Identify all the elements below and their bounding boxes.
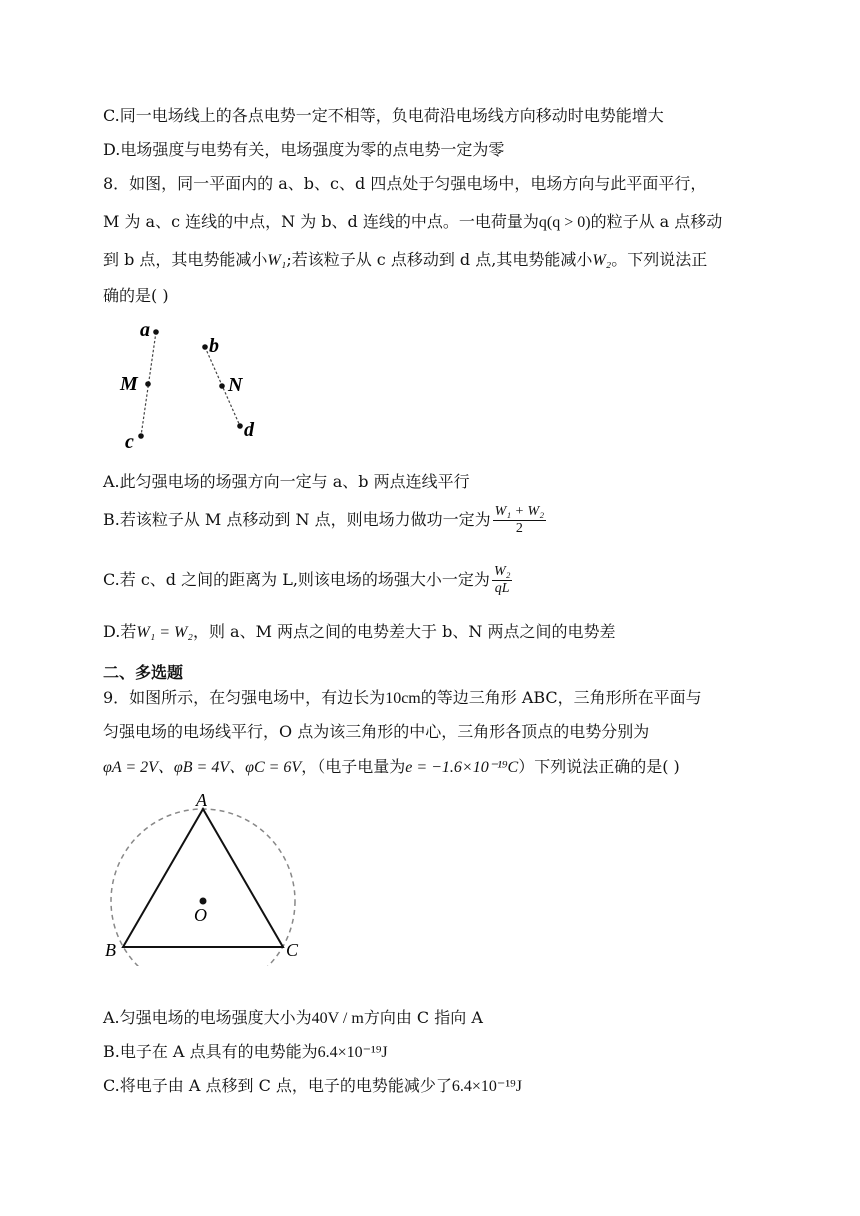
- q8-figure: [110, 318, 270, 450]
- q8-option-d-text-b: ，则 a、M 两点之间的电势差大于 b、N 两点之间的电势差: [192, 622, 616, 641]
- q8-point-n: [219, 383, 225, 389]
- q8-option-b: [103, 504, 546, 537]
- q9-triangle-abc: [123, 809, 283, 947]
- q8-stem-line3-text-a: 到 b 点，其电势能减小: [103, 250, 268, 269]
- q9-option-a-text-a: A.匀强电场的电场强度大小为: [103, 1008, 312, 1027]
- q8-option-b-numerator: W₁ + W₂: [494, 504, 545, 519]
- q9-stem-line1-text-a: 9．如图所示，在匀强电场中，有边长为: [103, 688, 386, 707]
- q8-option-b-text: B.若该粒子从 M 点移动到 N 点，则电场力做功一定为: [103, 510, 491, 529]
- q9-option-a-value: 40V / m: [311, 1010, 364, 1027]
- q8-option-b-denominator: 2: [515, 521, 523, 536]
- q9-option-b-value: 6.4×10⁻¹⁹J: [317, 1044, 388, 1061]
- q9-option-a: [103, 1008, 483, 1029]
- q8-option-c: [103, 564, 512, 597]
- q8-label-b: b: [209, 335, 219, 357]
- q9-side-length: 10cm: [385, 690, 421, 707]
- q8-stem-line1: 8．如图，同一平面内的 a、b、c、d 四点处于匀强电场中，电场方向与此平面平行，: [103, 174, 707, 193]
- q8-stem-line2-text-b: 的粒子从 a 点移动: [590, 212, 723, 231]
- section-heading-multiple-choice: 二、多选题: [103, 663, 184, 682]
- q9-stem-line3-text-c: ）下列说法正确的是( ): [518, 757, 680, 776]
- q9-option-c: [103, 1076, 522, 1097]
- q8-w2-symbol: W₂: [592, 252, 612, 269]
- q8-label-c: c: [125, 431, 134, 450]
- q8-option-a: A.此匀强电场的场强方向一定与 a、b 两点连线平行: [103, 472, 470, 491]
- q8-option-d-equation: W₁ = W₂: [136, 624, 193, 641]
- q9-stem-line2: 匀强电场的电场线平行，O 点为该三角形的中心，三角形各顶点的电势分别为: [103, 722, 650, 741]
- q8-point-d: [237, 423, 243, 429]
- q8-stem-line3: [103, 250, 707, 271]
- q9-option-b-text: B.电子在 A 点具有的电势能为: [103, 1042, 318, 1061]
- q8-label-m: M: [120, 373, 138, 395]
- q8-point-m: [145, 381, 151, 387]
- q8-option-b-fraction: [493, 504, 547, 537]
- q9-stem-line3-text-b: ，（电子电量为: [301, 757, 406, 776]
- q8-option-c-fraction: [492, 564, 513, 597]
- q9-label-c: C: [286, 940, 299, 960]
- q9-circumcircle: [111, 809, 295, 966]
- q8-point-c: [138, 433, 144, 439]
- q9-potentials: φA = 2V、φB = 4V、φC = 6V: [103, 759, 302, 776]
- q8-charge-expression: q(q > 0): [538, 214, 591, 231]
- q8-point-b: [202, 344, 208, 350]
- q9-stem-line1: [103, 688, 702, 709]
- q8-option-c-denominator: qL: [494, 581, 510, 596]
- q9-stem-line3: [103, 757, 680, 778]
- q8-option-c-numerator: W₂: [493, 564, 511, 579]
- q8-label-n: N: [228, 374, 243, 396]
- q9-option-a-text-b: 方向由 C 指向 A: [363, 1008, 483, 1027]
- q8-label-a: a: [140, 319, 150, 341]
- q9-option-c-value: 6.4×10⁻¹⁹J: [451, 1078, 522, 1095]
- q9-option-c-text: C.将电子由 A 点移到 C 点，电子的电势能减少了: [103, 1076, 452, 1095]
- q9-option-b: [103, 1042, 388, 1063]
- q8-stem-line3-text-b: ;若该粒子从 c 点移动到 d 点,其电势能减小: [286, 250, 593, 269]
- q8-option-c-text: C.若 c、d 之间的距离为 L,则该电场的场强大小一定为: [103, 570, 490, 589]
- q8-stem-line2: [103, 212, 722, 233]
- q8-label-d: d: [244, 419, 254, 441]
- q9-label-a: A: [196, 790, 207, 810]
- q9-figure: [100, 786, 310, 966]
- q9-label-o: O: [194, 905, 207, 925]
- q8-option-d-text-a: D.若: [103, 622, 137, 641]
- q9-label-b: B: [105, 940, 116, 960]
- q9-electron-charge: e = −1.6×10⁻¹⁹C: [405, 759, 519, 776]
- q8-stem-line2-text-a: M 为 a、c 连线的中点，N 为 b、d 连线的中点。一电荷量为: [103, 212, 539, 231]
- q7-option-c: C.同一电场线上的各点电势一定不相等，负电荷沿电场线方向移动时电势能增大: [103, 106, 664, 125]
- q8-stem-line3-text-c: 。下列说法正: [611, 250, 708, 269]
- q8-point-a: [153, 329, 159, 335]
- q8-option-d: [103, 622, 615, 643]
- q8-stem-line4: 确的是( ): [103, 286, 169, 305]
- q8-w1-symbol: W₁: [267, 252, 287, 269]
- q9-stem-line1-text-b: 的等边三角形 ABC，三角形所在平面与: [420, 688, 702, 707]
- q7-option-d: D.电场强度与电势有关，电场强度为零的点电势一定为零: [103, 140, 505, 159]
- q9-center-point-o: [200, 898, 207, 905]
